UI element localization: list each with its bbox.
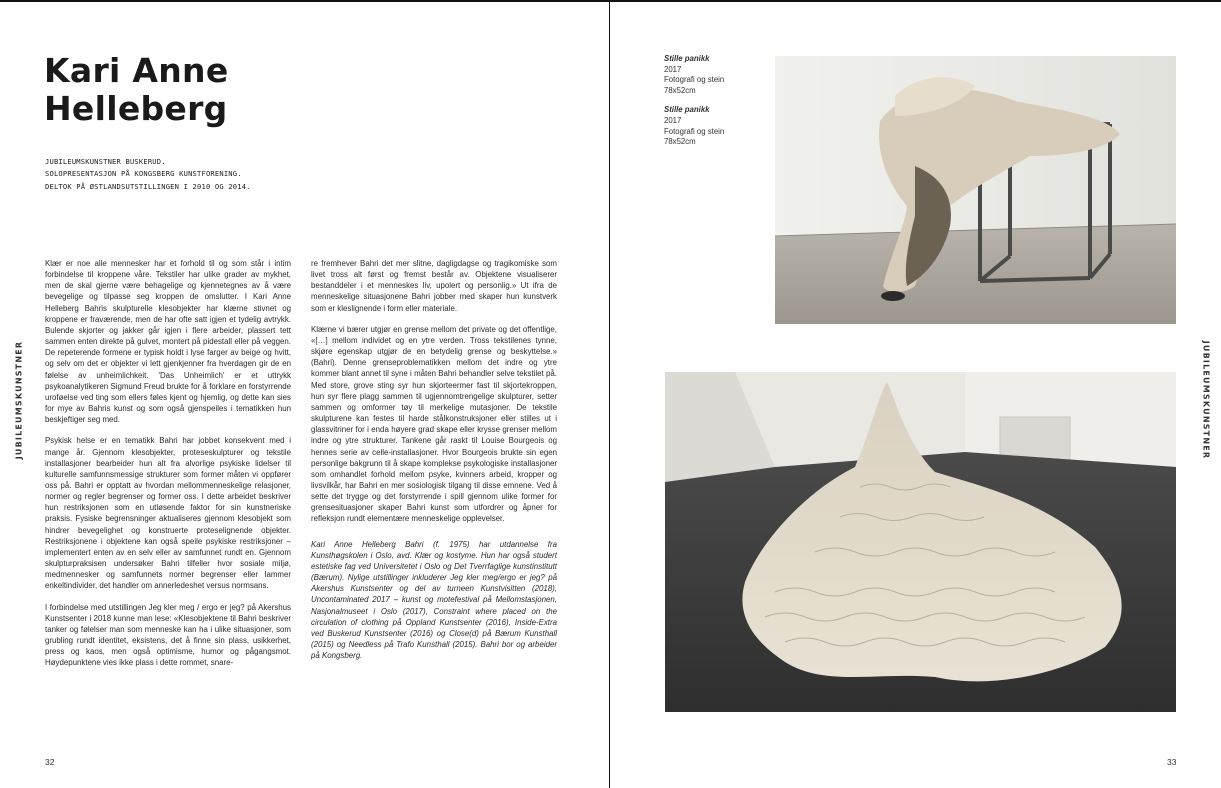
- artwork-photo-hands-installation: [665, 372, 1176, 712]
- page-number-left: 32: [45, 757, 55, 767]
- text-column-1: [45, 258, 291, 678]
- body-paragraph: Klær er noe alle mennesker har et forhold til og som står i intim forbindelse til kroppene våre. Tekstiler har ulike grader av mykhet, men de skal gjerne være behagelige og kjennetegnes av å være bevegelige og tilpasse seg kroppen de omslutter. I Kari Anne Helleberg Bahris skulpturelle klesobjekter har klærne stivnet og kroppene er fraværende, men de har ofte satt igjen et tydelig avtrykk. Bulende skjorter og jakker går igjen i flere arbeider, plassert tett sammen enten direkte på gulvet, montert på pidestall eller på veggen. De repeterende formene er typisk holdt i lyse farger av beige og hvitt, og selv om det er objekter vi lett gjenkjenner fra hverdagen gir de en følelse av unheimlichkeit. 'Das Unheimlich' er et uttrykk psykoanalytikeren Sigmund Freud brukte for å forklare en forstyrrende uroføelse ved ting som ellers føles kjent og hjemlig, og dette kan sies for mye av Bahris kunst og som også gjenspeiles i tematikken hun beskjeftiger seg med.: [45, 259, 291, 425]
- body-paragraph: I forbindelse med utstillingen Jeg kler meg / ergo er jeg? på Akershus Kunstsenter i 2018 kunne man lese: «Klesobjektene til Bahri beskriver tanker og følelser man som menneske kan ha i ulike situasjoner, som grubling rundt identitet, eksistens, det å finne sin plass, usikkerhet, press og kaos, men også optimisme, humor og pågangsmot. Høydepunktene vies ikke plass i dette rommet, snare-: [45, 602, 291, 668]
- page-number-right: 33: [1167, 757, 1177, 767]
- caption-year: 2017: [664, 115, 682, 125]
- side-label-right: JUBILEUMSKUNSTNER: [1201, 340, 1211, 460]
- body-paragraph: Klærne vi bærer utgjør en grense mellom det private og det offentlige, «[…] mellom individet og en ytre verden. Tross tekstilenes tynne, skjøre egenskap utgjør de en betydelig grense og beskyttelse.» (Bahri). Denne grenseproblematikken mellom det indre og ytre kommer blant annet til syne i måten Bahri behandler selve tekstilet på. Med store, grove sting syr hun skjorteermer fast til skjortekroppen, hun syr flere plagg sammen til ugjennomtrengelige skulpturer, setter sammen og omformer tøy til merkelige mutasjoner. De tekstile skulpturene kan festes til harde stålkonstruksjoner eller stilles ut i glassvitriner for i enda høyere grad skape eller krysse grenser mellom indre og ytre strukturer. Tankene går raskt til Louise Bourgeois og hennes serie av celle-installasjoner. Hvor Bourgeois brukte sin egen personlige bakgrunn til å skape komplekse psykologiske installasjoner som omhandlet forhold mellom psyke, kvinners arbeid, kropper og livsvilkår, har Bahri en mer sosiologisk tilgang til disse emnene. Ved å sette det trygge og det forstyrrende i spill gjennom ulike former for grensesituasjoner skaper Bahri kunst som utfordrer og åpner for refleksjon rundt elementære menneskelige opplevelser.: [311, 324, 557, 524]
- artist-bio: Kari Anne Helleberg Bahri (f. 1975) har utdannelse fra Kunsthøgskolen i Oslo, avd. Klær og kostyme. Hun har også studert estetiske fag ved Universitetet i Oslo og Det Tverrfaglige kunstinstitutt (Bærum). Nylige utstillinger inkluderer Jeg kler meg/ergo er jeg? på Akershus Kunstsenter og del av turneen Kunstvisitten (2018), Uncontaminated 2017 – kunst og motefestival på Mellomstasjonen, Nasjonalmuseet i Oslo (2017), Constraint where placed on the circulation of clothing på Oppland Kunstsenter (2016), Inside-Extra ved Buskerud Kunstsenter (2016) og Close(d) på Bærum Kunsthall (2015) og Needless på Trafo Kunsthall (2015). Bahri bor og arbeider på Kongsberg.: [311, 539, 557, 661]
- intro-line: SOLOPRESENTASJON PÅ KONGSBERG KUNSTFORENING.: [45, 169, 242, 179]
- body-paragraph: re fremhever Bahri det mer slitne, dagligdagse og tragikomiske som livet tross alt først og fremst består av. Objektene visualiserer bestanddeler i et menneskes liv, upolert og personlig.» Ut ifra de menneskelige situasjonene Bahri jobber med skaper hun kunstverk som er kleslignende i form eller materiale.: [311, 259, 557, 313]
- caption-size: 78x52cm: [664, 137, 696, 147]
- caption-title: Stille panikk: [664, 54, 710, 63]
- title-line-1: Kari Anne: [44, 51, 229, 90]
- caption-size: 78x52cm: [664, 85, 696, 95]
- caption-medium: Fotografi og stein: [664, 126, 725, 136]
- article-title: [44, 52, 229, 128]
- caption-1: [664, 54, 724, 96]
- intro-block: [45, 156, 251, 193]
- body-paragraph: Psykisk helse er en tematikk Bahri har jobbet konsekvent med i mange år. Gjennom klesobjekter, proteseskulpturer og tekstile installasjoner bearbeider hun alt fra alvorlige psykiske lidelser til kulturelle samfunnsmessige strukturer som former måten vi oppfører oss på. Bahri er opptatt av hvordan mellommenneskelige relasjoner, normer og regler begrenser og former oss. I dette arbeidet beskriver hun restriksjonen som en utløsende faktor for sin kunstneriske praksis. Fysiske begrensninger aktualiseres gjennom klesobjekt som hindrer bevegelighet og konstruerte proteselignende objekter. Restriksjonene i objektene kan også speile psykiske restriksjoner – implementert enten av en selv eller av samfunnet rundt en. Gjennom skulpturpraksisen undersøker Bahri tilfeller hvor sosiale miljø, medmennesker og samfunnets normer begrenser eller lammer enkeltindivider, det handler om annerledeshet versus normsans.: [45, 436, 291, 591]
- captions-block: [664, 54, 724, 157]
- photo-cube-sculpture-graphic: [775, 56, 1176, 324]
- caption-title: Stille panikk: [664, 105, 710, 115]
- intro-line: JUBILEUMSKUNSTNER BUSKERUD.: [45, 157, 166, 166]
- artwork-photo-cube-sculpture: [775, 56, 1176, 324]
- title-line-2: Helleberg: [44, 89, 228, 128]
- text-column-2: [311, 258, 557, 671]
- photo-hands-installation-graphic: [665, 372, 1176, 712]
- intro-line: DELTOK PÅ ØSTLANDSUTSTILLINGEN I 2010 OG 2014.: [45, 181, 251, 191]
- caption-medium: Fotografi og stein: [664, 75, 725, 85]
- top-rule: [0, 0, 1221, 2]
- page-spine-divider: [609, 0, 610, 788]
- side-label-left: JUBILEUMSKUNSTNER: [14, 340, 24, 460]
- caption-year: 2017: [664, 64, 682, 74]
- caption-2: [664, 105, 724, 147]
